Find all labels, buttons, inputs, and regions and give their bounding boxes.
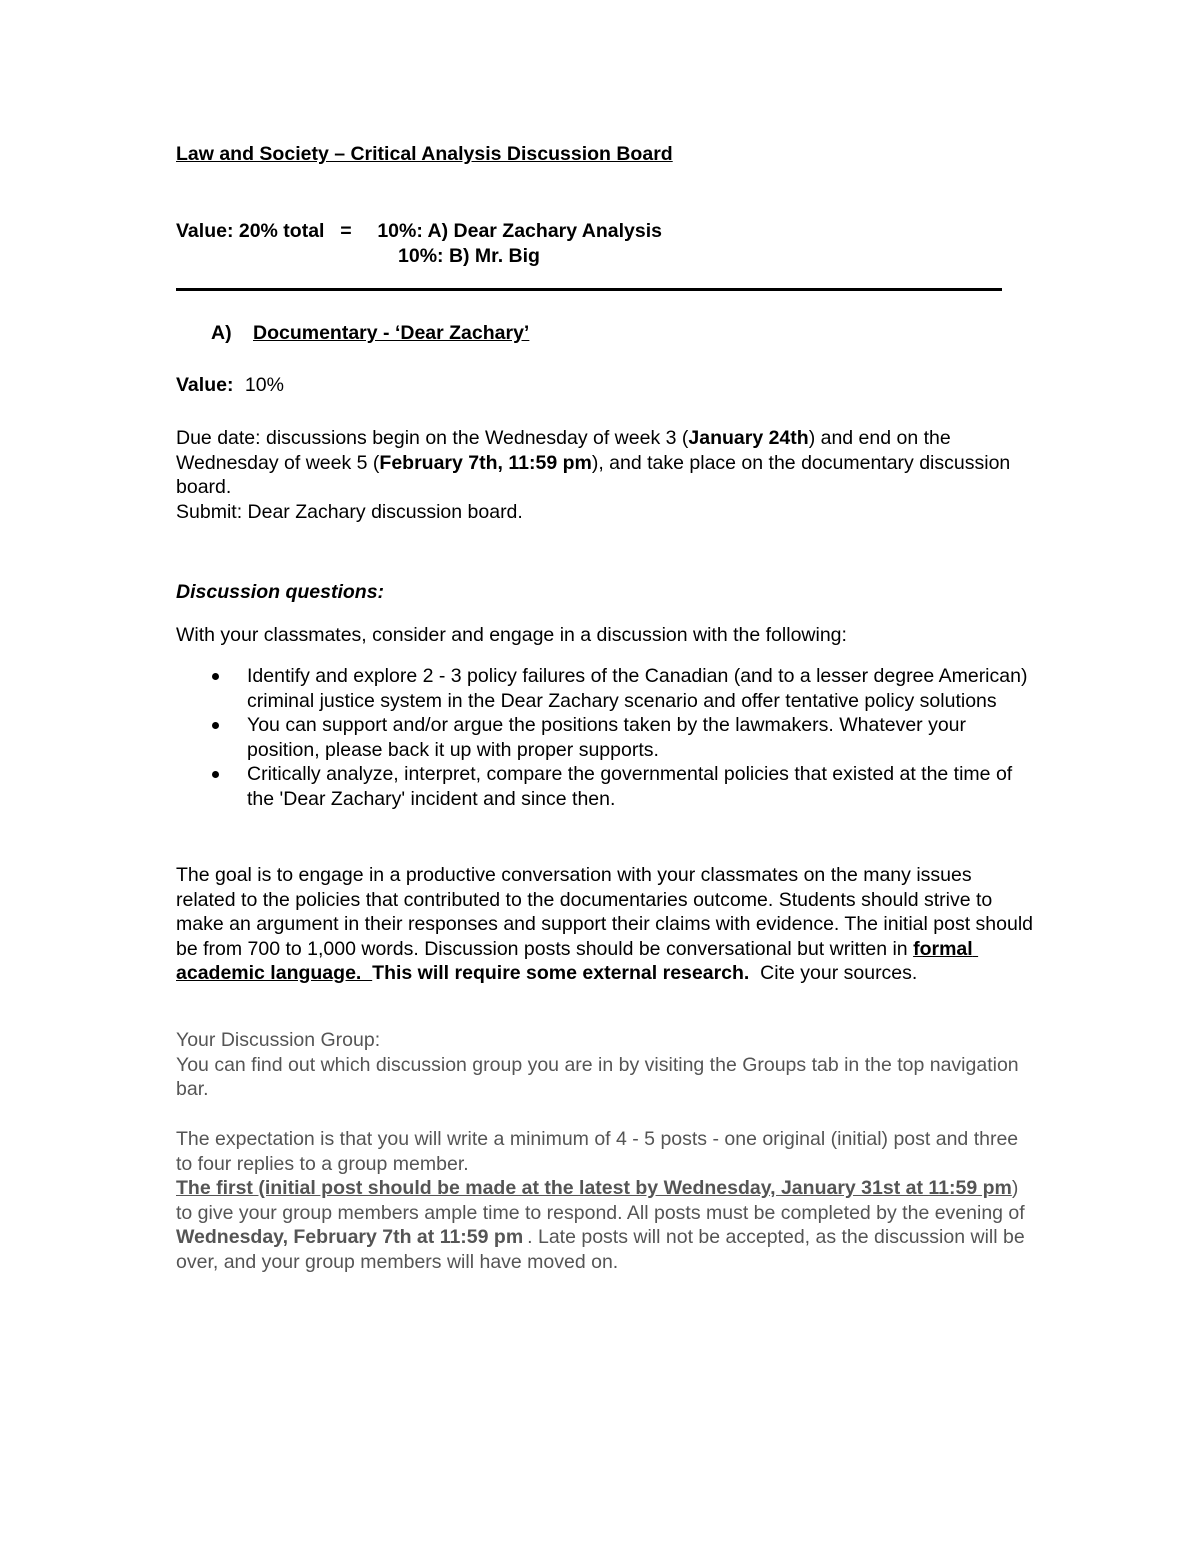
value-line (176, 373, 284, 398)
external-research-emphasis: This will require some external research. (372, 962, 750, 984)
bullet-icon (212, 771, 219, 778)
discussion-questions-heading: Discussion questions: (176, 581, 385, 603)
horizontal-divider (176, 288, 1002, 291)
due-start-date: January 24th (688, 427, 809, 449)
formal-language-emphasis: formal academic language. (176, 937, 979, 984)
discussion-intro: With your classmates, consider and engage in a discussion with the following: (176, 624, 847, 646)
discussion-group-heading: Your Discussion Group: (176, 1029, 381, 1051)
section-a-label: A) (211, 322, 232, 344)
final-deadline: Wednesday, February 7th at 11:59 pm (176, 1226, 524, 1248)
goal-text-2: Cite your sources. (749, 962, 918, 984)
section-a-heading: Documentary - ‘Dear Zachary’ (253, 322, 530, 344)
goal-paragraph (176, 863, 1036, 986)
expectation-text-2: ) to give your group members ample time to respond. All posts must be completed by the evening of (176, 1177, 1025, 1224)
expectation-text-1: The expectation is that you will write a minimum of 4 - 5 posts - one original (initial) post and three to four replies to a group member. (176, 1128, 1019, 1175)
bullet-text: Critically analyze, interpret, compare the governmental policies that existed at the time of the 'Dear Zachary' incident and since then. (247, 763, 1013, 810)
value-line-b: 10%: B) Mr. Big (398, 245, 540, 267)
discussion-group-text: You can find out which discussion group you are in by visiting the Groups tab in the top navigation bar. (176, 1053, 1019, 1100)
bullet-text: Identify and explore 2 - 3 policy failures of the Canadian (and to a lesser degree American) criminal justice system in the Dear Zachary scenario and offer tentative policy solutions (247, 665, 1028, 712)
document-title: Law and Society – Critical Analysis Discussion Board (176, 143, 673, 165)
value-equals: = (340, 220, 352, 242)
due-date-paragraph (176, 426, 1036, 524)
bullet-icon (212, 673, 219, 680)
discussion-bullet-list (176, 664, 1036, 811)
bullet-text: You can support and/or argue the positions taken by the lawmakers. Whatever your position, please back it up with proper supports. (247, 714, 967, 761)
list-item (176, 713, 1036, 762)
due-text-1: Due date: discussions begin on the Wednesday of week 3 ( (176, 427, 689, 449)
expectation-section (176, 1127, 1036, 1274)
due-text-2: ) and end on the Wednesday of week 5 ( (176, 427, 951, 474)
value-summary-row (176, 219, 662, 244)
value-total-label: Value: 20% total (176, 220, 325, 242)
first-post-deadline: The first (initial post should be made at the latest by Wednesday, January 31st at 11:59 pm (176, 1177, 1012, 1199)
bullet-icon (212, 722, 219, 729)
value-line-a: 10%: A) Dear Zachary Analysis (377, 220, 662, 242)
value-label: Value: (176, 374, 234, 396)
list-item (176, 762, 1036, 811)
due-end-date: February 7th, 11:59 pm (379, 451, 592, 474)
section-a-heading-row (211, 321, 529, 346)
expectation-text-3: . Late posts will not be accepted, as the discussion will be over, and your group members will have moved on. (176, 1226, 1025, 1273)
goal-text-1: The goal is to engage in a productive conversation with your classmates on the many issues related to the policies that contributed to the documentaries outcome. Students should strive to make an argument in their responses and support their claims with evidence. The initial post should be from 700 to 1,000 words. Discussion posts should be conversational but written in (176, 864, 1034, 960)
due-text-3: ), and take place on the documentary discussion board. (176, 451, 1011, 498)
list-item (176, 664, 1036, 713)
submit-line: Submit: Dear Zachary discussion board. (176, 500, 523, 523)
value-amount: 10% (244, 374, 284, 396)
discussion-group-section (176, 1028, 1036, 1102)
